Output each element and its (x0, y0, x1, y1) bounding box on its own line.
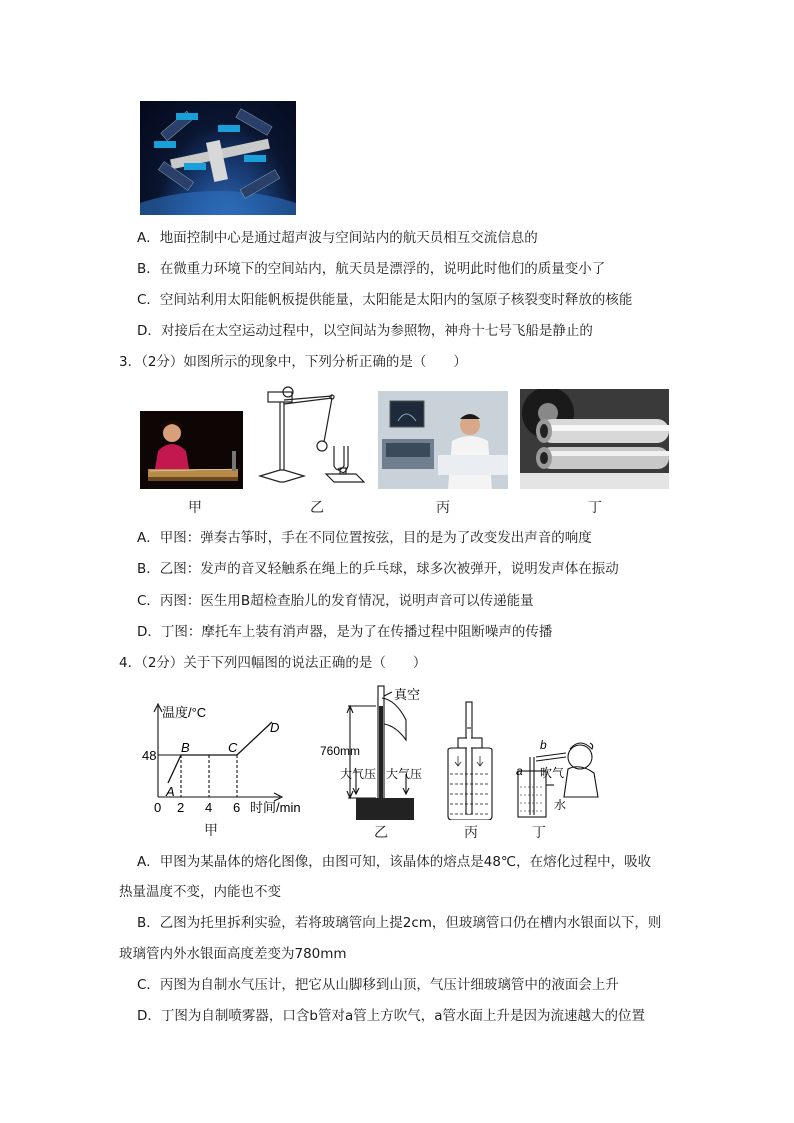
graph-origin: 0 (154, 800, 162, 815)
q4-caption-ding: 丁 (532, 825, 546, 841)
space-station-image (140, 101, 296, 215)
station-tag (176, 113, 198, 120)
atm-label-right: 大气压 (386, 767, 423, 781)
station-tag (184, 163, 206, 170)
station-tag (244, 155, 266, 162)
q3-caption-jia: 甲 (188, 500, 202, 516)
q2-option-b[interactable]: B．在微重力环境下的空间站内，航天员是漂浮的，说明此时他们的质量变小了 (137, 261, 606, 277)
tube-a-label: a (516, 764, 523, 778)
torricelli-diagram (320, 680, 432, 820)
q3-stem: 3．（2分）如图所示的现象中，下列分析正确的是（ ） (119, 354, 467, 370)
q2-option-d[interactable]: D．对接后在太空运动过程中，以空间站为参照物，神舟十七号飞船是静止的 (137, 323, 593, 339)
water-barometer-diagram (440, 700, 500, 820)
graph-point-c: C (228, 740, 238, 755)
tube-b-label: b (540, 738, 547, 752)
q3-option-d[interactable]: D．丁图：摩托车上装有消声器，是为了在传播过程中阻断噪声的传播 (137, 624, 553, 640)
q4-option-d[interactable]: D．丁图为自制喷雾器，口含b管对a管上方吹气，a管水面上升是因为流速越大的位置 (137, 1008, 646, 1024)
q3-caption-ding: 丁 (588, 500, 602, 516)
graph-x-label: 时间/min (250, 800, 301, 815)
graph-point-d: D (270, 720, 280, 735)
motorcycle-exhaust-image (520, 389, 669, 489)
water-label: 水 (554, 798, 567, 812)
graph-y-label: 温度/°C (162, 705, 207, 720)
ultrasound-doctor-image (378, 391, 508, 489)
station-tag (154, 141, 176, 148)
melting-graph (140, 700, 320, 820)
graph-point-b: B (181, 740, 190, 755)
q2-option-c[interactable]: C．空间站利用太阳能帆板提供能量，太阳能是太阳内的氢原子核裂变时释放的核能 (137, 292, 633, 308)
graph-y48: 48 (142, 748, 157, 763)
q3-option-b[interactable]: B．乙图：发声的音叉轻触系在绳上的乒乓球，球多次被弹开，说明发声体在振动 (137, 561, 619, 577)
atm-label-left: 大气压 (340, 767, 377, 781)
graph-x6: 6 (233, 800, 241, 815)
q4-caption-jia: 甲 (204, 823, 218, 839)
q4-caption-yi: 乙 (374, 825, 388, 841)
q4-option-b[interactable]: B．乙图为托里拆利实验，若将玻璃管向上提2cm，但玻璃管口仍在槽内水银面以下，则 (137, 915, 662, 931)
q2-option-a[interactable]: A．地面控制中心是通过超声波与空间站内的航天员相互交流信息的 (137, 230, 538, 246)
q4-option-a[interactable]: A．甲图为某晶体的熔化图像，由图可知，该晶体的熔点是48℃，在熔化过程中，吸收 (137, 854, 652, 870)
q3-caption-yi: 乙 (310, 500, 324, 516)
q4-option-b-cont: 玻璃管内外水银面高度差变为780mm (119, 946, 347, 962)
blow-label: 吹气 (540, 766, 565, 780)
q3-option-c[interactable]: C．丙图：医生用B超检查胎儿的发育情况，说明声音可以传递能量 (137, 593, 534, 609)
graph-x2: 2 (177, 800, 185, 815)
guzheng-girl-image (140, 411, 243, 489)
station-tag (218, 125, 240, 132)
q3-caption-bing: 丙 (436, 500, 450, 516)
q4-stem: 4．（2分）关于下列四幅图的说法正确的是（ ） (119, 655, 427, 671)
tuning-fork-diagram (256, 386, 366, 489)
vacuum-label: 真空 (394, 687, 421, 702)
q4-option-a-cont: 热量温度不变，内能也不变 (119, 884, 281, 900)
q3-option-a[interactable]: A．甲图：弹奏古筝时，手在不同位置按弦，目的是为了改变发出声音的响度 (137, 530, 592, 546)
q4-caption-bing: 丙 (464, 825, 478, 841)
sprayer-diagram (510, 735, 620, 823)
graph-point-a: A (166, 784, 175, 799)
graph-x4: 4 (205, 800, 213, 815)
height-label: 760mm (320, 744, 361, 758)
q4-option-c[interactable]: C．丙图为自制水气压计，把它从山脚移到山顶，气压计细玻璃管中的液面会上升 (137, 977, 619, 993)
